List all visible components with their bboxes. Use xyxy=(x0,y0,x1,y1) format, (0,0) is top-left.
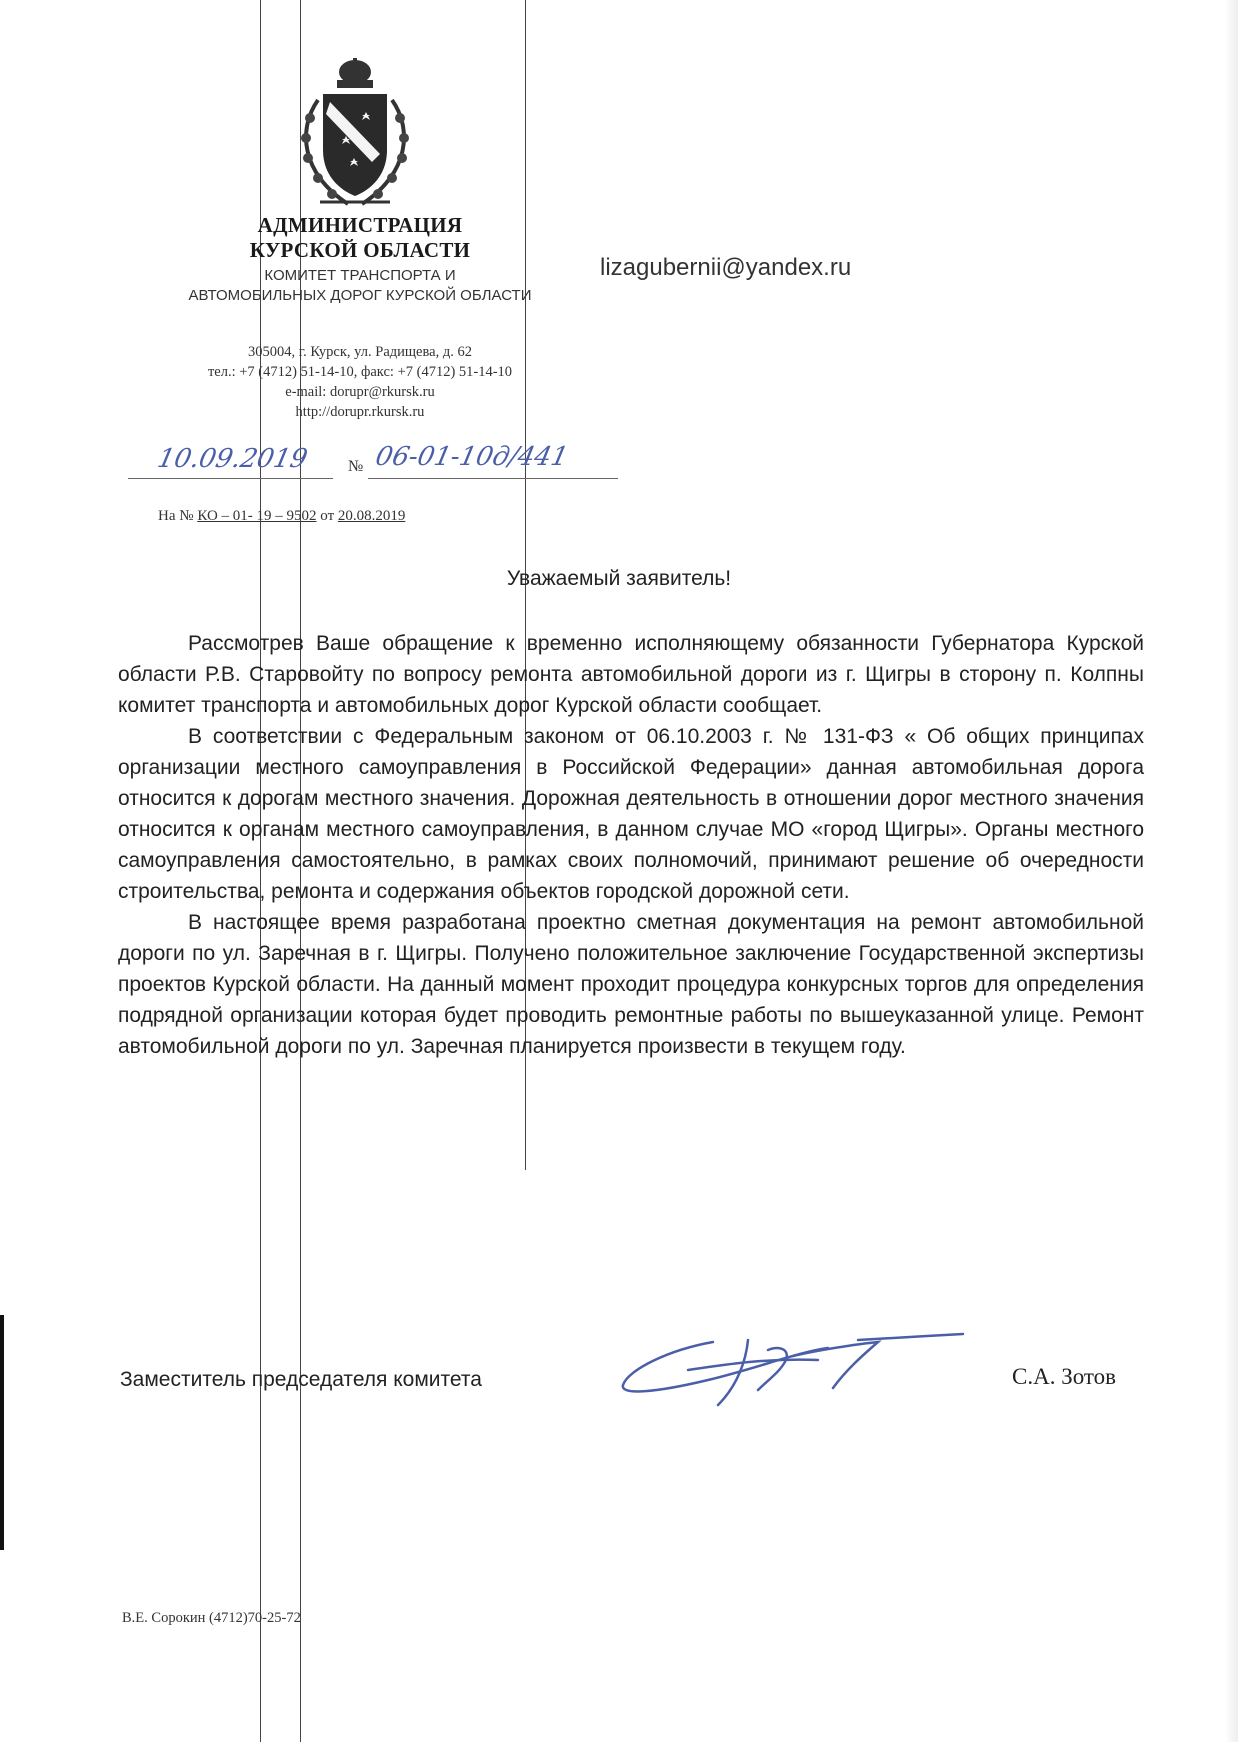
registration-date-underline xyxy=(128,478,333,479)
signer-title: Заместитель председателя комитета xyxy=(120,1368,482,1391)
phone-fax: тел.: +7 (4712) 51-14-10, факс: +7 (4712) 51-14-10 xyxy=(207,364,513,380)
contact-email: e-mail: dorupr@rkursk.ru xyxy=(285,384,435,400)
registration-number-underline xyxy=(368,478,618,479)
committee-name xyxy=(100,266,620,306)
greeting: Уважаемый заявитель! xyxy=(506,567,732,590)
reference-line xyxy=(158,508,405,525)
organization-name-line2: КУРСКОЙ ОБЛАСТИ xyxy=(249,238,471,262)
signer-name: С.А. Зотов xyxy=(1012,1364,1117,1389)
contact-website: http://dorupr.rkursk.ru xyxy=(295,404,425,420)
registration-number: 06-01-10д/441 xyxy=(372,442,571,472)
handwritten-signature xyxy=(618,1330,968,1410)
address: 305004, г. Курск, ул. Радищева, д. 62 xyxy=(248,344,472,360)
organization-name-line1: АДМИНИСТРАЦИЯ xyxy=(257,213,463,237)
contact-info xyxy=(130,342,590,422)
committee-name-line2: АВТОМОБИЛЬНЫХ ДОРОГ КУРСКОЙ ОБЛАСТИ xyxy=(188,287,532,304)
reference-number: КО – 01- 19 – 9502 xyxy=(197,508,317,524)
reference-prefix: На № xyxy=(158,508,194,524)
reference-from-label: от xyxy=(320,508,335,524)
body-paragraph-1: Рассмотрев Ваше обращение к временно исполняющему обязанности Губернатора Курской области Р.В. Старовойту по вопросу ремонта автомобильной дороги из г. Щигры в сторону п. Колпны комитет транспорта и автомобильных дорог Курской области сообщает. xyxy=(118,632,1144,717)
body-paragraph-3: В настоящее время разработана проектно сметная документация на ремонт автомобильной дороги по ул. Заречная в г. Щигры. Получено положительное заключение Государственной экспертизы проектов Курской области. На данный момент проходит процедура конкурсных торгов для определения подрядной организации которая будет проводить ремонтные работы по вышеуказанной улице. Ремонт автомобильной дороги по ул. Заречная планируется произвести в текущем году. xyxy=(118,911,1144,1058)
body-paragraph-2: В соответствии с Федеральным законом от 06.10.2003 г. № 131-ФЗ « Об общих принципах организации местного самоуправления в Российской Федерации» данная автомобильная дорога относится к дорогам местного значения. Дорожная деятельность в отношении дорог местного значения относится к органам местного самоуправления, в данном случае МО «город Щигры». Органы местного самоуправления самостоятельно, в рамках своих полномочий, принимают решение об очередности строительства, ремонта и содержания объектов городской дорожной сети. xyxy=(118,725,1144,903)
scan-edge-mark xyxy=(0,1315,4,1550)
organization-name xyxy=(140,213,580,263)
reference-date: 20.08.2019 xyxy=(337,508,406,524)
scan-edge-shadow xyxy=(1225,0,1238,1742)
committee-name-line1: КОМИТЕТ ТРАНСПОРТА И xyxy=(264,267,456,284)
letter-body xyxy=(118,628,1144,1062)
coat-of-arms-emblem xyxy=(290,58,420,210)
recipient-email: lizagubernii@yandex.ru xyxy=(600,254,852,281)
registration-date: 10.09.2019 xyxy=(154,444,311,474)
registration-number-label: № xyxy=(348,458,364,475)
executor-contact: В.Е. Сорокин (4712)70-25-72 xyxy=(122,1610,301,1626)
registration-line xyxy=(128,442,628,482)
